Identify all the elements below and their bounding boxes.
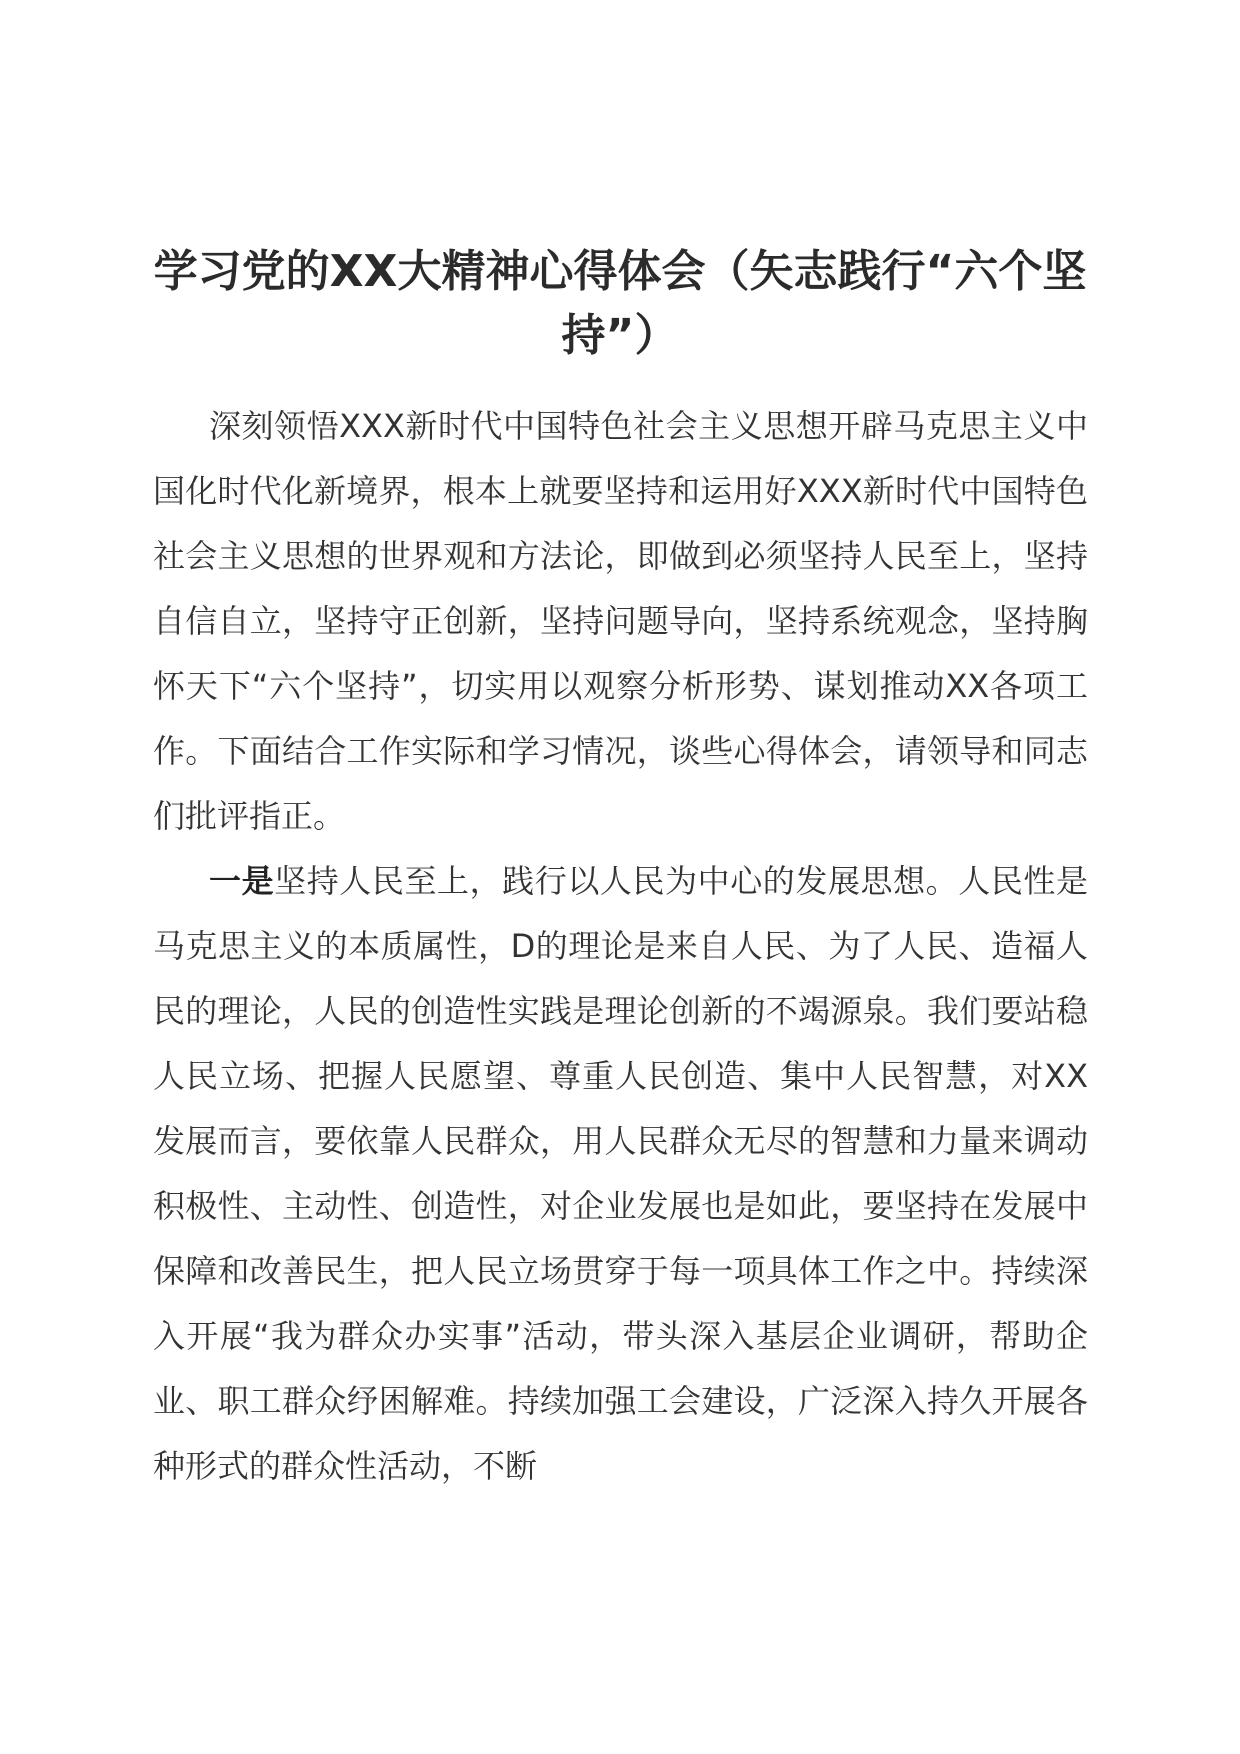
paragraph-text: 坚持人民至上，践行以人民为中心的发展思想。人民性是马克思主义的本质属性，D的理论是来自人民、为了人民、造福人民的理论，人民的创造性实践是理论创新的不竭源泉。我们要站稳人民立场、把握人民愿望、尊重人民创造、集中人民智慧，对XX发展而言，要依靠人民群众，用人民群众无尽的智慧和力量来调动积极性、主动性、创造性，对企业发展也是如此，要坚持在发展中保障和改善民生，把人民立场贯穿于每一项具体工作之中。持续深入开展“我为群众办实事”活动，带头深入基层企业调研，帮助企业、职工群众纾困解难。持续加强工会建设，广泛深入持久开展各种形式的群众性活动，不断 — [153, 862, 1088, 1485]
paragraph-intro — [153, 394, 1088, 849]
document-body — [153, 394, 1088, 1499]
paragraph-lead: 一是 — [209, 862, 275, 900]
paragraph-text: 深刻领悟XXX新时代中国特色社会主义思想开辟马克思主义中国化时代化新境界，根本上就要坚持和运用好XXX新时代中国特色社会主义思想的世界观和方法论，即做到必须坚持人民至上，坚持自信自立，坚持守正创新，坚持问题导向，坚持系统观念，坚持胸怀天下“六个坚持”，切实用以观察分析形势、谋划推动XX各项工作。下面结合工作实际和学习情况，谈些心得体会，请领导和同志们批评指正。 — [153, 407, 1088, 835]
document-title: 学习党的XX大精神心得体会（矢志践行“六个坚持”） — [153, 246, 1087, 361]
paragraph-point-one — [153, 849, 1088, 1499]
